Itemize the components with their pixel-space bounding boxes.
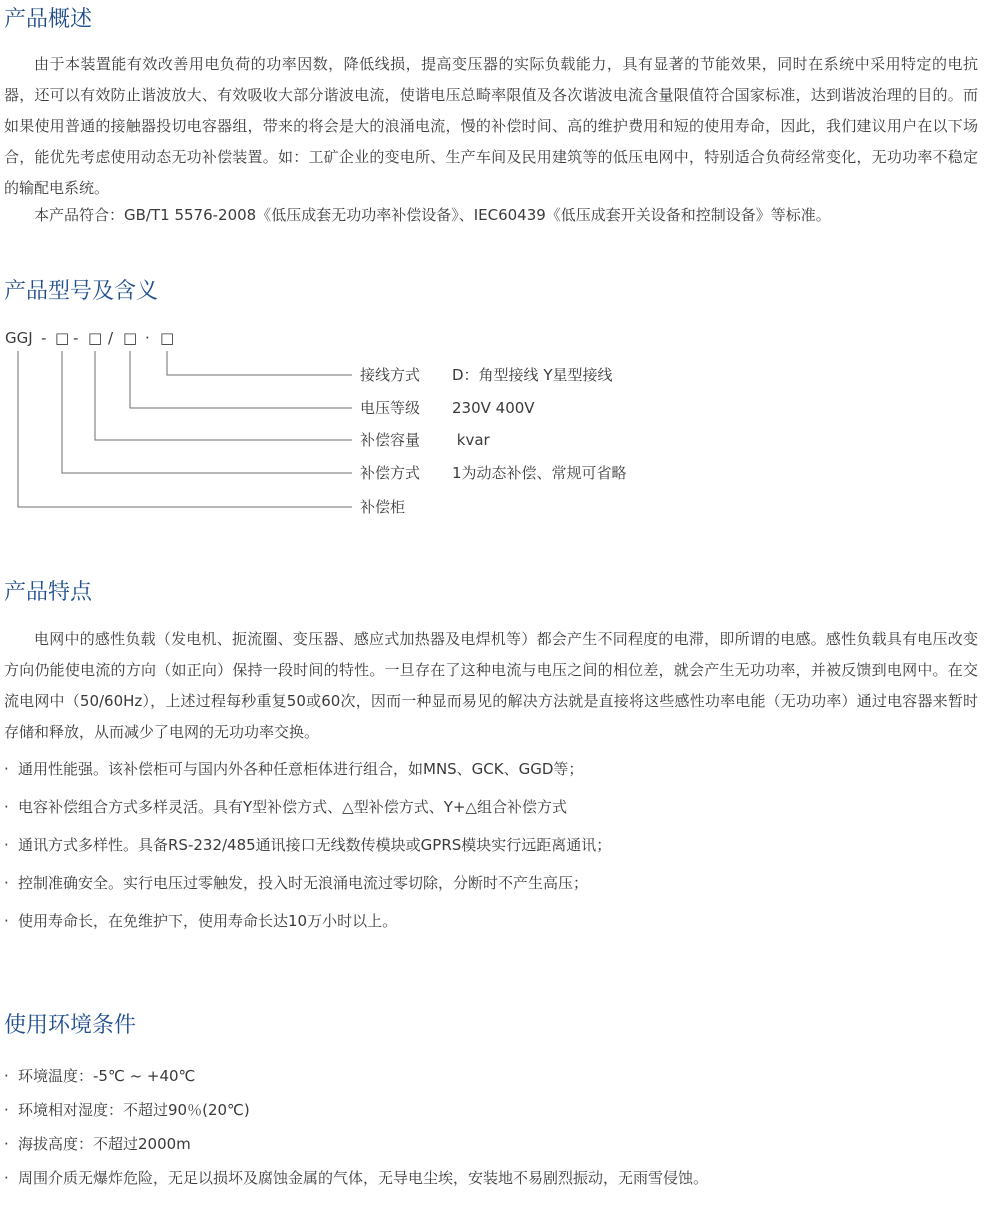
bullet-dot: · (4, 798, 9, 816)
model-code-separator: - (73, 329, 79, 347)
list-item-text: 海拔高度：不超过2000m (18, 1135, 191, 1153)
list-item-text: 使用寿命长，在免维护下，使用寿命长达10万小时以上。 (18, 912, 398, 930)
bullet-dot: · (4, 760, 9, 778)
bullet-dot: · (4, 1101, 9, 1119)
model-code-diagram (0, 318, 700, 528)
model-row-label: 补偿柜 (360, 498, 406, 516)
model-row-value: 1为动态补偿、常规可省略 (452, 464, 627, 482)
overview-standards: 本产品符合：GB/T1 5576-2008《低压成套无功功率补偿设备》、IEC60439《低压成套开关设备和控制设备》等标准。 (34, 206, 831, 224)
model-code-box-mode: □ (55, 329, 70, 347)
connector-line-wiring (167, 351, 352, 375)
model-row-value: 230V 400V (452, 399, 535, 417)
model-code-prefix: GGJ (5, 329, 33, 347)
overview-paragraph: 由于本装置能有效改善用电负荷的功率因数，降低线损，提高变压器的实际负载能力，具有显著的节能效果，同时在系统中采用特定的电抗器，还可以有效防止谐波放大、有效吸收大部分谐波电流，使谐电压总畸率限值及各次谐波电流含量限值符合国家标准，达到谐波治理的目的。而如果使用普通的接触器投切电容器组，带来的将会是大的浪涌电流，慢的补偿时间、高的维护费用和短的使用寿命，因此，我们建议用户在以下场合，能优先考虑使用动态无功补偿装置。如：工矿企业的变电所、生产车间及民用建筑等的低压电网中，特别适合负荷经常变化，无功功率不稳定的输配电系统。 (4, 55, 978, 197)
list-item (4, 758, 583, 780)
model-row-label: 接线方式 (360, 366, 421, 384)
section-title-overview: 产品概述 (4, 7, 93, 32)
section-title-features: 产品特点 (4, 580, 93, 605)
model-row-value: kvar (452, 431, 490, 449)
list-item-text: 控制准确安全。实行电压过零触发，投入时无浪涌电流过零切除，分断时不产生高压； (18, 874, 589, 892)
bullet-dot: · (4, 1135, 9, 1153)
model-row-value: D：角型接线 Y星型接线 (452, 366, 613, 384)
list-item (4, 1065, 195, 1087)
list-item (4, 834, 611, 856)
list-item-text: 通讯方式多样性。具备RS-232/485通讯接口无线数传模块或GPRS模块实行远距离通讯； (18, 836, 612, 854)
list-item (4, 796, 567, 818)
model-row-label: 电压等级 (360, 399, 421, 417)
list-item-text: 周围介质无爆炸危险，无足以损坏及腐蚀金属的气体，无导电尘埃，安装地不易剧烈振动，无雨雪侵蚀。 (18, 1169, 709, 1187)
list-item-text: 电容补偿组合方式多样灵活。具有Y型补偿方式、△型补偿方式、Y+△组合补偿方式 (18, 798, 567, 816)
model-code-separator: / (108, 329, 114, 347)
model-code-box-capacity: □ (88, 329, 103, 347)
list-item (4, 1099, 250, 1121)
list-item-text: 环境温度：-5℃ ~ +40℃ (18, 1067, 196, 1085)
model-code-separator: · (145, 329, 150, 347)
bullet-dot: · (4, 912, 9, 930)
section-title-environment: 使用环境条件 (4, 1013, 137, 1038)
list-item (4, 872, 588, 894)
model-row-label: 补偿容量 (360, 431, 421, 449)
section-title-model: 产品型号及含义 (4, 279, 159, 304)
connector-line-voltage (130, 351, 352, 408)
bullet-dot: · (4, 1169, 9, 1187)
connector-line-cabinet (18, 351, 352, 507)
model-row-label: 补偿方式 (360, 464, 421, 482)
list-item (4, 1167, 708, 1189)
bullet-dot: · (4, 874, 9, 892)
list-item-text: 通用性能强。该补偿柜可与国内外各种任意柜体进行组合，如MNS、GCK、GGD等； (18, 760, 584, 778)
model-code-box-wiring: □ (160, 329, 175, 347)
features-paragraph: 电网中的感性负载（发电机、扼流圈、变压器、感应式加热器及电焊机等）都会产生不同程度的电滞，即所谓的电感。感性负载具有电压改变方向仍能使电流的方向（如正向）保持一段时间的特性。一旦存在了这种电流与电压之间的相位差，就会产生无功功率，并被反馈到电网中。在交流电网中（50/60Hz），上述过程每秒重复50或60次，因而一种显而易见的解决方法就是直接将这些感性功率电能（无功功率）通过电容器来暂时存储和释放，从而减少了电网的无功功率交换。 (4, 630, 978, 741)
list-item-text: 环境相对湿度：不超过90％(20℃) (18, 1101, 250, 1119)
bullet-dot: · (4, 836, 9, 854)
list-item (4, 910, 397, 932)
bullet-dot: · (4, 1067, 9, 1085)
model-code-separator: - (41, 329, 47, 347)
connector-line-capacity (95, 351, 352, 440)
list-item (4, 1133, 191, 1155)
connector-line-mode (62, 351, 352, 473)
model-code-box-voltage: □ (123, 329, 138, 347)
